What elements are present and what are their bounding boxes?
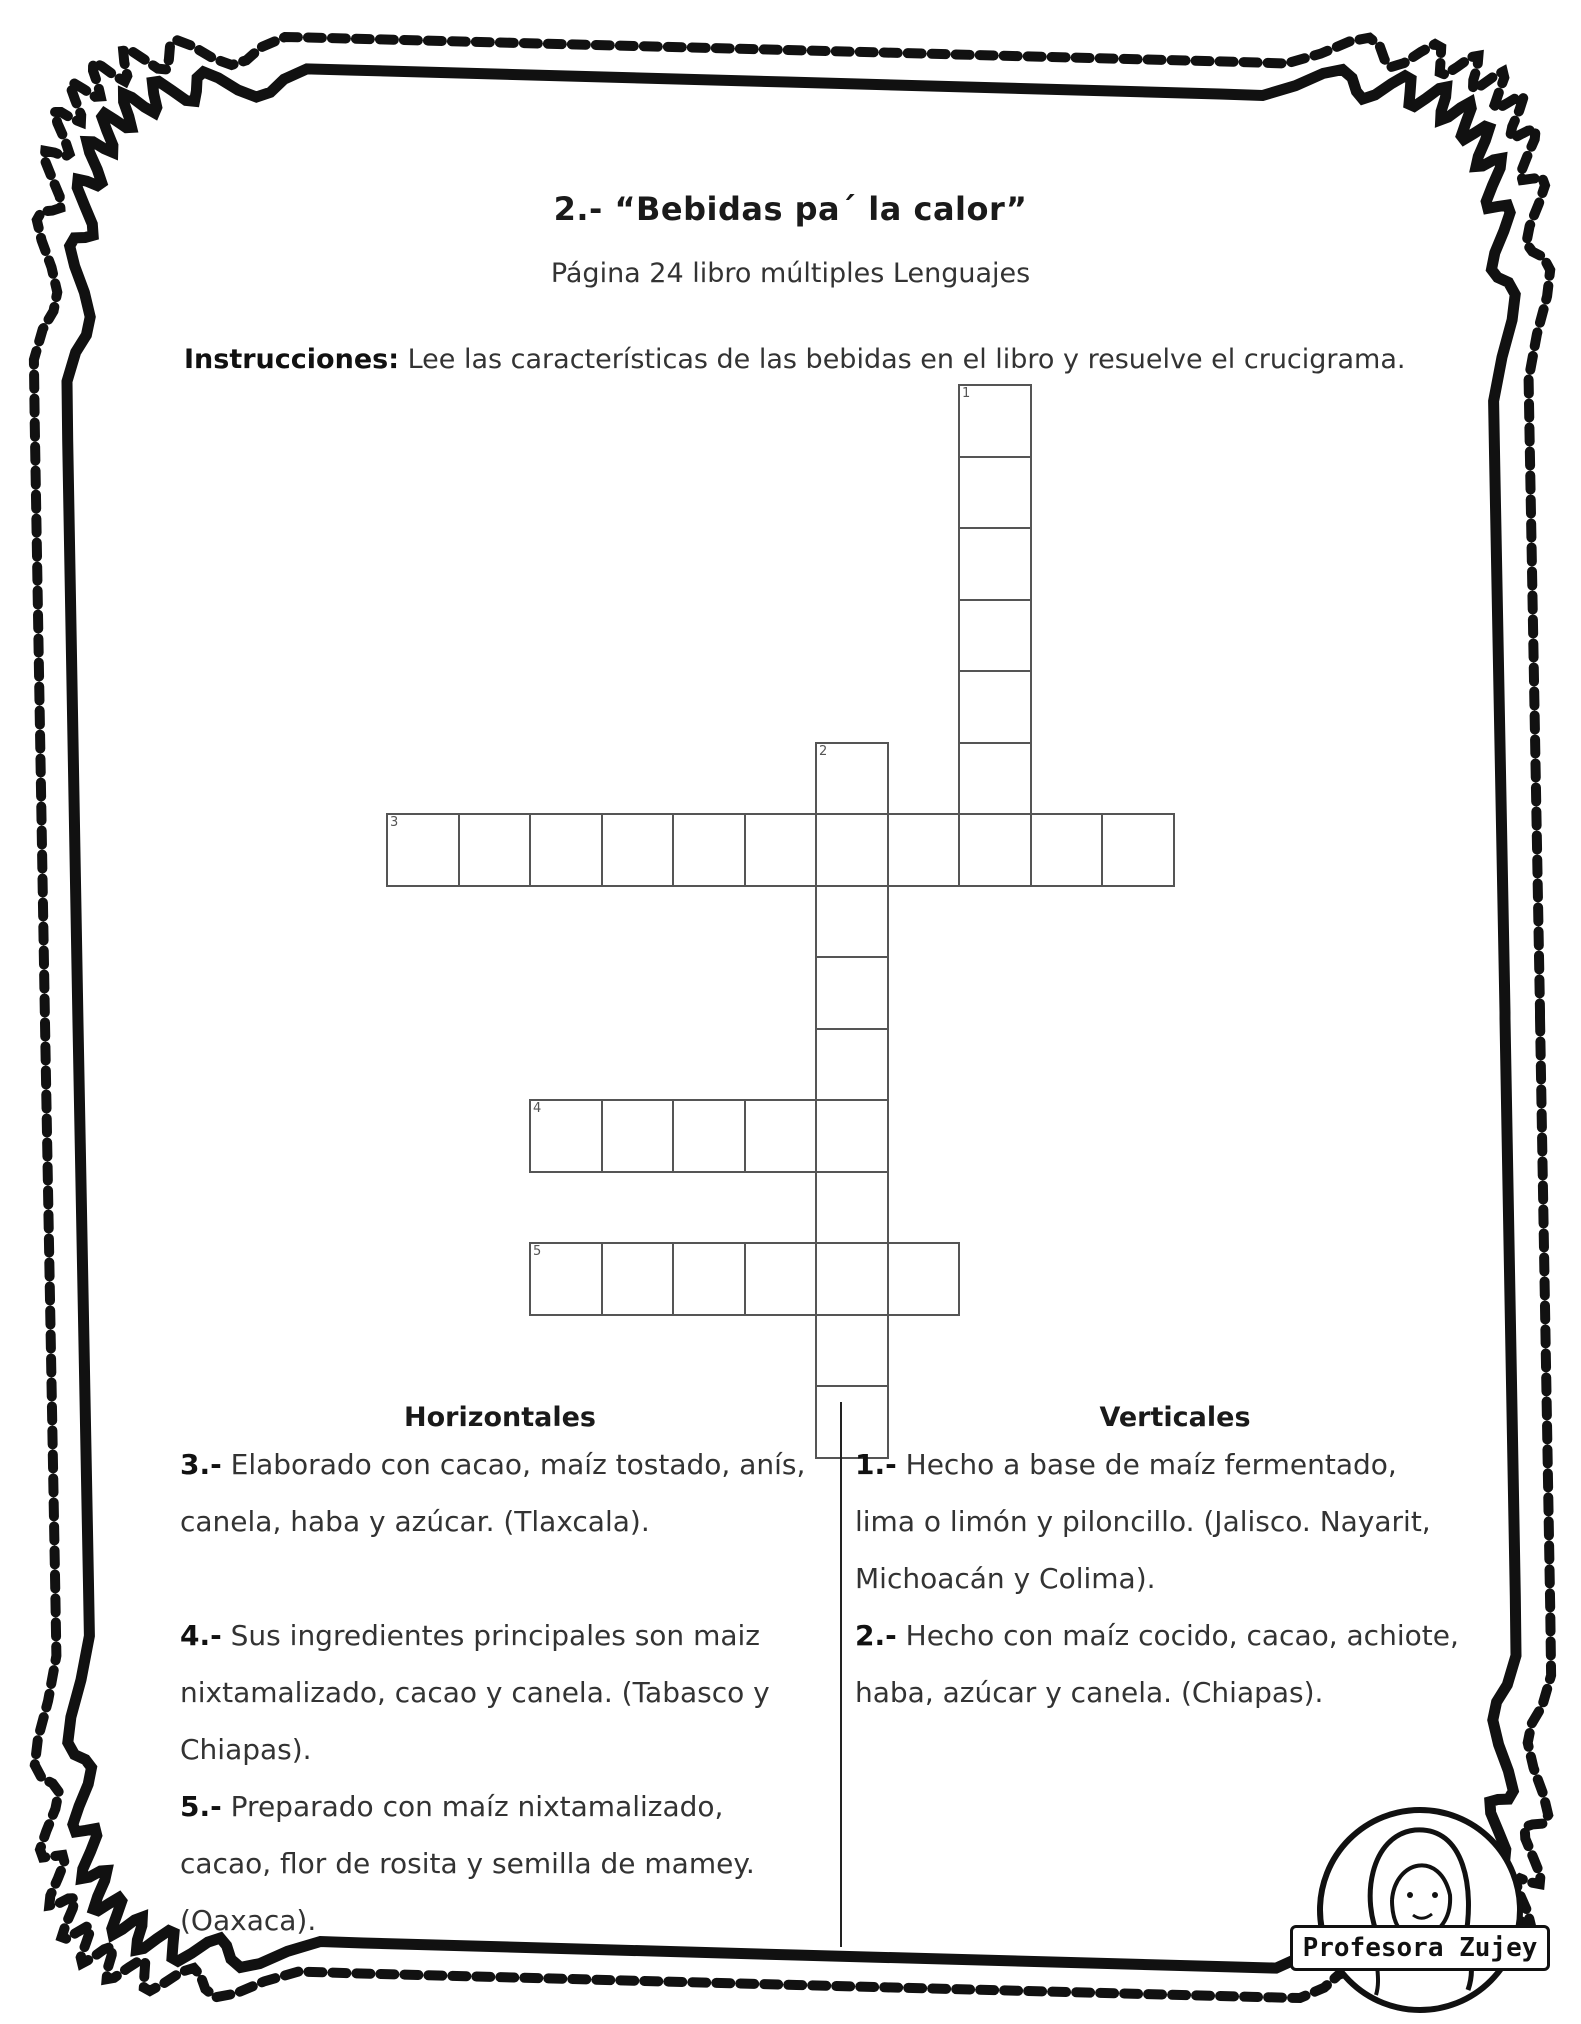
- clue-text: Elaborado con cacao, maíz tostado, anís, canela, haba y azúcar. (Tlaxcala).: [180, 1448, 806, 1538]
- crossword-cell[interactable]: [672, 813, 746, 887]
- crossword-clue-number: 3: [390, 815, 399, 830]
- crossword-cell[interactable]: [1030, 813, 1104, 887]
- clue-number: 3.-: [180, 1448, 222, 1481]
- crossword-cell[interactable]: [529, 813, 603, 887]
- page-title: 2.- “Bebidas pa´ la calor”: [553, 190, 1028, 228]
- crossword-cell[interactable]: [601, 1242, 675, 1316]
- clue-v1: [855, 1436, 1465, 1607]
- crossword-cell[interactable]: [815, 1242, 889, 1316]
- crossword-clue-number: 2: [819, 743, 828, 759]
- crossword-cell[interactable]: [458, 813, 532, 887]
- crossword-cell[interactable]: [815, 1171, 889, 1245]
- crossword-cell[interactable]: [601, 813, 675, 887]
- crossword-cell[interactable]: [958, 813, 1032, 887]
- crossword-cell[interactable]: [1101, 813, 1175, 887]
- clue-h4: [180, 1607, 820, 1778]
- horizontales-heading: Horizontales: [404, 1402, 596, 1433]
- clue-number: 4.-: [180, 1619, 222, 1652]
- clue-number: 5.-: [180, 1790, 222, 1823]
- crossword-cell[interactable]: [815, 885, 889, 959]
- crossword-cell[interactable]: [672, 1242, 746, 1316]
- instructions-text: Lee las características de las bebidas en el libro y resuelve el crucigrama.: [399, 344, 1406, 375]
- clue-text: Hecho con maíz cocido, cacao, achiote, haba, azúcar y canela. (Chiapas).: [855, 1619, 1459, 1709]
- crossword-cell[interactable]: [815, 1314, 889, 1388]
- clue-h5: [180, 1778, 820, 1949]
- crossword-cell[interactable]: [744, 1099, 818, 1173]
- crossword-cell[interactable]: [672, 1099, 746, 1173]
- clue-text: Sus ingredientes principales son maiz nixtamalizado, cacao y canela. (Tabasco y Chiapas).: [180, 1619, 770, 1766]
- crossword-cell[interactable]: [601, 1099, 675, 1173]
- crossword-cell[interactable]: [958, 456, 1032, 530]
- crossword-cell[interactable]: [744, 813, 818, 887]
- crossword-cell[interactable]: [958, 527, 1032, 601]
- clue-number: 1.-: [855, 1448, 897, 1481]
- crossword-cell[interactable]: [815, 1099, 889, 1173]
- crossword-cell[interactable]: [958, 742, 1032, 816]
- verticales-heading: Verticales: [1099, 1402, 1251, 1433]
- logo-label: Profesora Zujey: [1290, 1925, 1550, 1971]
- clue-h3: [180, 1436, 820, 1550]
- crossword-cell[interactable]: [815, 1028, 889, 1102]
- teacher-avatar-logo: [1300, 1790, 1540, 2020]
- column-divider: [840, 1402, 842, 1947]
- crossword-clue-number: 4: [533, 1101, 542, 1116]
- crossword-clue-number: 1: [962, 386, 971, 401]
- page-subtitle: Página 24 libro múltiples Lenguajes: [550, 258, 1031, 289]
- crossword-cell[interactable]: [744, 1242, 818, 1316]
- instructions: [166, 330, 1436, 390]
- crossword-clue-number: 5: [533, 1244, 542, 1259]
- crossword-cell[interactable]: [887, 1242, 961, 1316]
- crossword-cell[interactable]: [887, 813, 961, 887]
- crossword-cell[interactable]: [958, 670, 1032, 744]
- crossword-cell[interactable]: [815, 813, 889, 887]
- verticales-clues: [855, 1436, 1465, 1721]
- crossword-cell[interactable]: [815, 956, 889, 1030]
- clue-number: 2.-: [855, 1619, 897, 1652]
- clue-text: Hecho a base de maíz fermentado, lima o limón y piloncillo. (Jalisco. Nayarit, Michoacán y Colima).: [855, 1448, 1431, 1595]
- horizontales-clues: [180, 1436, 820, 1949]
- instructions-label: Instrucciones:: [184, 344, 399, 375]
- crossword-cell[interactable]: [958, 599, 1032, 673]
- clue-text: Preparado con maíz nixtamalizado, cacao, flor de rosita y semilla de mamey. (Oaxaca).: [180, 1790, 755, 1937]
- clue-v2: [855, 1607, 1465, 1721]
